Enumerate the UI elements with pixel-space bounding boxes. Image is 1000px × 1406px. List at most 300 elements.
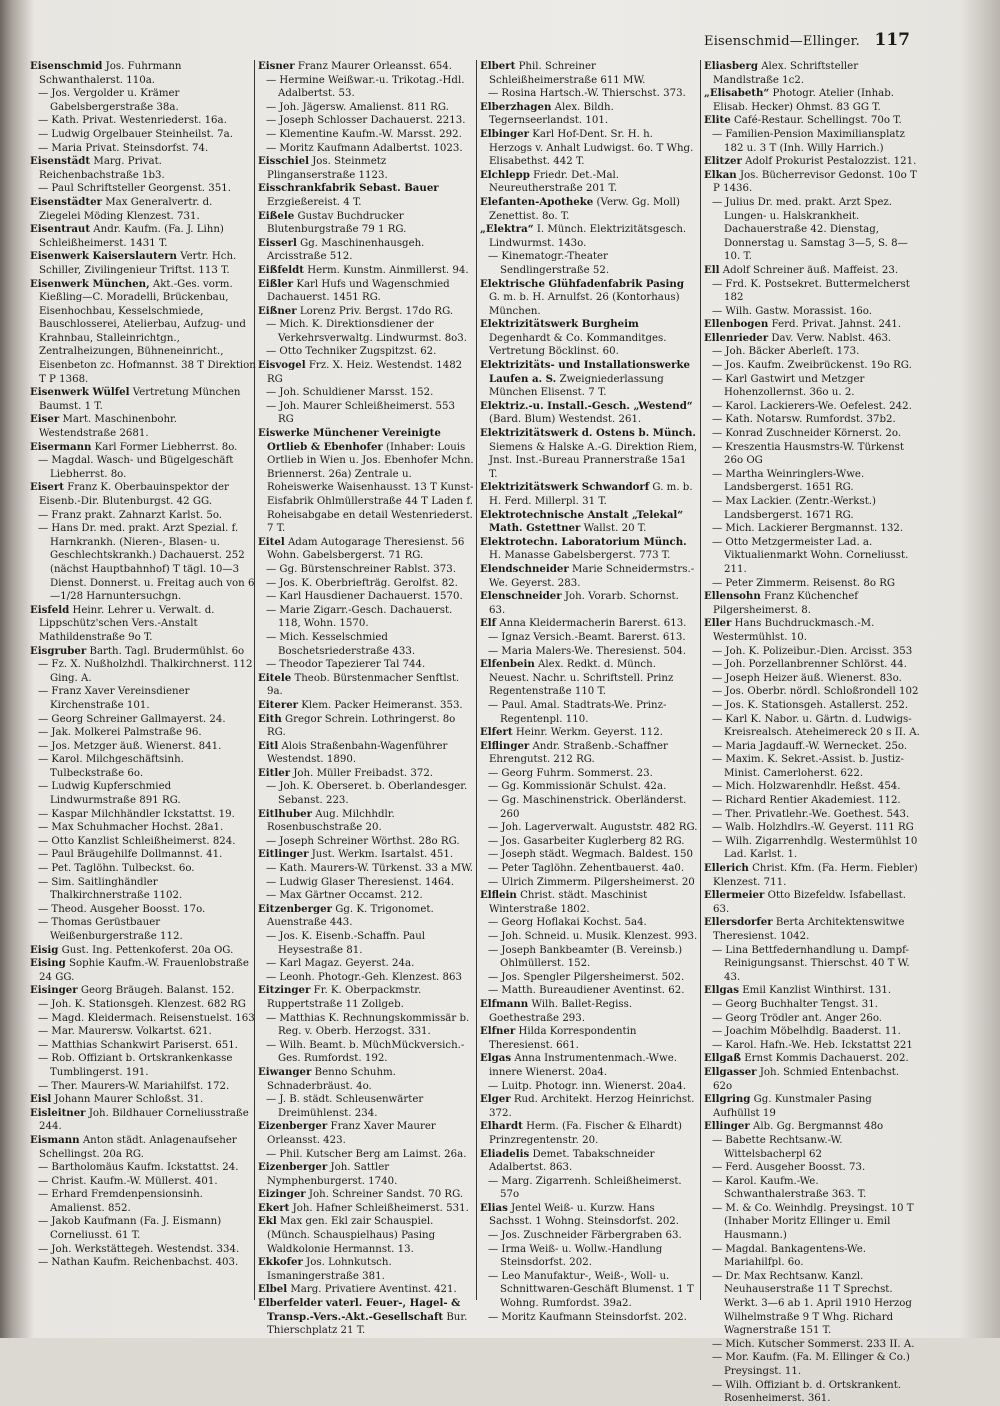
entry-details: Friedr. Det.-Mal. Neureutherstraße 201 T. <box>489 169 620 195</box>
entry-details: — Jos. K. Oberbriefträg. Gerolfst. 82. <box>266 577 458 589</box>
directory-entry <box>30 821 256 835</box>
entry-details: Adam Autogarage Theresienst. 56 Wohn. Gabelsbergerst. 71 RG. <box>267 536 465 562</box>
entry-surname: Elefanten-Apotheke <box>480 195 594 208</box>
entry-surname: Ellinger <box>704 1120 750 1133</box>
entry-details: Jentel Weiß- u. Kurzw. Hans Sachsst. 1 Wohng. Steinsdorfst. 202. <box>489 1202 680 1228</box>
entry-details: Alex. Redkt. d. Münch. Neuest. Nachr. u. Schriftstell. Prinz Regentenstraße 110 T. <box>489 659 674 698</box>
entry-details: — Otto Techniker Zugspitzst. 62. <box>266 346 437 358</box>
entry-details: — Ther. Privatlehr.-We. Goethest. 543. <box>712 808 910 820</box>
entry-surname: Eisig <box>30 943 59 956</box>
entry-details: Klem. Packer Heimeranst. 353. <box>301 699 463 711</box>
entry-details: — Franz Xaver Vereinsdiener Kirchenstraße 101. <box>38 686 190 711</box>
entry-surname: Eisenwerk Wülfel <box>30 386 130 399</box>
entry-details: Fr. K. Oberpackmstr. Ruppertstraße 11 Zollgeb. <box>267 985 422 1010</box>
directory-entry <box>30 1256 256 1270</box>
entry-details: — Sim. Saitlinghändler Thalkirchnerstraße 1102. <box>38 876 183 902</box>
entry-details: — Jos. Vergolder u. Krämer Gabelsbergerstraße 38a. <box>38 88 180 113</box>
entry-surname: Elitzer <box>704 155 742 168</box>
directory-entry <box>704 427 920 441</box>
directory-entry <box>480 359 698 400</box>
entry-surname: Ellgring <box>704 1093 751 1106</box>
entry-details: — Joh. Jägersw. Amalienst. 811 RG. <box>266 101 449 113</box>
entry-details: — Kath. Notarsw. Rumfordst. 37b2. <box>712 414 896 426</box>
entry-details: Christ. Kfm. (Fa. Herm. Fiebler) Klenzest. 711. <box>713 863 918 888</box>
directory-entry <box>30 87 256 114</box>
entry-details: Franz Maurer Orleansst. 654. <box>297 61 452 72</box>
entry-details: Ferd. Privat. Jahnst. 241. <box>771 319 902 331</box>
entry-surname: Elger <box>480 1093 511 1106</box>
directory-entry <box>704 658 920 672</box>
entry-details: — Wilh. Beamt. b. MüchMückversich.-Ges. Rumfordst. 192. <box>266 1039 465 1065</box>
entry-surname: Eitzinger <box>258 984 311 997</box>
directory-entry <box>30 1025 256 1039</box>
entry-details: Gregor Schrein. Lothringerst. 8o RG. <box>267 713 456 739</box>
directory-entry <box>704 495 920 522</box>
directory-entry <box>258 1161 474 1188</box>
entry-details: Akt.-Ges. vorm. Kießling—C. Moradelli, Brückenbau, Eisenhochbau, Kesselschmiede, Bauschlosserei, Atelierbau, Aufzug- und Krahnbau, Stalleinrichtgn., Zentralheizungen, Bühneneinricht., Eisenbeton zc. Hofmannst. 38 T Direktion T P 1368. <box>39 278 256 385</box>
entry-details: Demet. Tabakschneider Adalbertst. 863. <box>489 1148 655 1174</box>
entry-surname: Elenschneider <box>480 590 562 603</box>
entry-details: Joh. Vorarb. Schornst. 63. <box>489 591 679 616</box>
directory-entry <box>480 767 698 781</box>
entry-details: — Irma Weiß- u. Wollw.-Handlung Steinsdorfst. 202. <box>488 1243 663 1269</box>
entry-details: — Paul Bräugehilfe Dollmannst. 41. <box>38 849 223 861</box>
entry-details: — Karl Magaz. Geyerst. 24a. <box>266 958 415 970</box>
entry-surname: Elbel <box>258 1283 288 1296</box>
entry-details: — Max Gärtner Occamst. 212. <box>266 890 423 902</box>
entry-details: — Kinematogr.-Theater Sendlingerstraße 52. <box>488 251 610 276</box>
entry-details: G. m. b. H. Ferd. Millerpl. 31 T. <box>489 482 693 507</box>
entry-details: — Karl Hausdiener Dachauerst. 1570. <box>266 591 463 603</box>
entry-surname: Eisenstädt <box>30 155 91 168</box>
entry-details: — Theod. Ausgeher Boosst. 17o. <box>38 903 206 915</box>
entry-surname: Elektrotechnische Anstalt „Telekal“ Math. Gstettner <box>480 508 684 535</box>
directory-entry <box>258 318 474 345</box>
entry-surname: Elflinger <box>480 739 530 752</box>
directory-entry <box>704 617 920 644</box>
entry-surname: Ellenrieder <box>704 331 769 344</box>
entry-details: — Matth. Bureaudiener Aventinst. 62. <box>488 985 685 997</box>
entry-details: — Gg. Maschinenstrick. Oberländerst. 260 <box>488 795 687 820</box>
entry-details: Marg. Privat. Reichenbachstraße 1b3. <box>39 156 165 181</box>
entry-details: Zweigniederlassung München Elisenst. 7 T. <box>489 373 664 399</box>
directory-entry <box>704 645 920 659</box>
directory-entry <box>258 767 474 781</box>
directory-entry <box>258 1188 474 1202</box>
entry-details: — Paul. Amal. Stadtrats-We. Prinz-Regentenpl. 110. <box>488 699 667 725</box>
entry-details: — Ludwig Kupferschmied Lindwurmstraße 891 RG. <box>38 781 181 807</box>
entry-details: Karl Hufs und Wagenschmied Dachauerst. 1451 RG. <box>267 278 450 304</box>
directory-entry <box>30 454 256 481</box>
entry-surname: Eisgruber <box>30 644 87 657</box>
directory-entry <box>258 114 474 128</box>
directory-entry <box>30 713 256 727</box>
entry-details: — Joseph Schlosser Dachauerst. 2213. <box>266 115 466 127</box>
directory-entry <box>704 808 920 822</box>
entry-details: — Joh. Werkstättegeh. Westendst. 334. <box>38 1243 240 1255</box>
entry-surname: „Elektra“ <box>480 223 534 236</box>
directory-entry <box>480 563 698 590</box>
directory-entry <box>258 264 474 278</box>
directory-entry <box>258 835 474 849</box>
entry-details: — Ulrich Zimmerm. Pilgersheimerst. 20 <box>488 876 695 888</box>
entry-details: — Joh. Bäcker Aberleſt. 173. <box>712 346 860 358</box>
directory-entry <box>258 400 474 427</box>
directory-entry <box>480 1243 698 1270</box>
entry-details: — Walb. Holzhdlrs.-W. Geyerst. 111 RG <box>712 822 914 834</box>
entry-surname: Elf <box>480 617 497 630</box>
entry-details: — Joh. K. Stationsgeh. Klenzest. 682 RG <box>38 998 246 1010</box>
directory-entry <box>480 984 698 998</box>
directory-entry <box>480 780 698 794</box>
directory-entry <box>258 780 474 807</box>
directory-entry <box>480 1093 698 1120</box>
directory-entry <box>480 223 698 250</box>
directory-entry <box>258 1297 474 1338</box>
directory-entry <box>480 87 698 101</box>
directory-entry <box>258 699 474 713</box>
entry-details: Jos. Steinmetz Plinganserstraße 1123. <box>267 156 388 181</box>
directory-entry <box>258 386 474 400</box>
entry-details: Gg. Maschinenhausgeh. Arcisstraße 512. <box>267 237 425 263</box>
entry-details: — Hans Dr. med. prakt. Arzt Spezial. f. Harnkrankh. (Nieren-, Blasen- u. Geschlechtskrankh.) Dachauerst. 252 (nächst Hauptbahnhof) T tägl. 10—3 Dienst. Donnerst. u. Freitag auch von 6—1/28 Harnuntersuchgn. <box>38 523 255 603</box>
directory-entry <box>480 658 698 699</box>
directory-entry <box>480 699 698 726</box>
directory-entry <box>258 1012 474 1039</box>
directory-entry <box>480 930 698 944</box>
entry-surname: Elendschneider <box>480 562 569 575</box>
directory-entry <box>30 876 256 903</box>
entry-details: — Mar. Maurersw. Volkartst. 621. <box>38 1026 212 1038</box>
entry-surname: Eißner <box>258 304 297 317</box>
column-divider <box>476 60 477 1300</box>
entry-surname: Eiwanger <box>258 1065 312 1078</box>
entry-surname: Elhardt <box>480 1120 523 1133</box>
directory-entry <box>704 590 920 617</box>
entry-surname: Elite <box>704 114 731 127</box>
directory-entry <box>30 223 256 250</box>
entry-surname: Elbinger <box>480 127 530 140</box>
directory-entry <box>704 373 920 400</box>
entry-surname: Eisvogel <box>258 359 306 372</box>
entry-details: Gust. Ing. Pettenkoferst. 20a OG. <box>61 944 234 956</box>
directory-entry <box>30 481 256 508</box>
entry-surname: Eitlhuber <box>258 807 312 820</box>
entry-details: — Georg Fuhrm. Sommerst. 23. <box>488 767 653 779</box>
entry-details: Andr. Kaufm. (Fa. J. Lihn) Schleißheimerst. 1431 T. <box>39 224 224 249</box>
entry-surname: Elflein <box>480 889 517 902</box>
entry-details: — Karl K. Nabor. u. Gärtn. d. Ludwigs-Kreisrealsch. Ateheimereck 20 s II. A. <box>712 713 920 739</box>
entry-details: Rud. Architekt. Herzog Heinrichst. 372. <box>489 1094 695 1119</box>
directory-entry <box>258 155 474 182</box>
directory-entry <box>258 903 474 930</box>
entry-surname: Eiswerke Münchener Vereinigte Ortlieb & Ebenhofer <box>258 427 441 453</box>
directory-entry <box>704 1270 920 1338</box>
directory-entry <box>258 930 474 957</box>
entry-details: — Rosina Hartsch.-W. Thierschst. 373. <box>488 88 686 100</box>
directory-entry <box>258 359 474 386</box>
entry-details: — Max Lackier. (Zentr.-Werkst.) Landsbergerst. 1671 RG. <box>712 496 877 521</box>
entry-details: — Marg. Zigarrenh. Schleißheimerst. 57o <box>488 1175 682 1201</box>
directory-entry <box>258 971 474 985</box>
directory-entry <box>704 685 920 699</box>
directory-entry <box>704 713 920 740</box>
directory-entry <box>258 142 474 156</box>
entry-details: — Mich. K. Direktionsdiener der Verkehrsverwaltg. Lindwurmst. 8o3. <box>266 319 468 344</box>
entry-details: — Jak. Molkerei Palmstraße 96. <box>38 727 202 739</box>
entry-details: Erzgießereist. 4 T. <box>267 196 362 208</box>
entry-details: (Inhaber: Louis Ortlieb in Wien u. Jos. Ebenhofer Mchn. Briennerst. 26a) Zentrale u. Roheiswerke Waisenhausst. 13 T Kunst-Eisfabrik Ohlmüllerstraße 44 T Laden f. Roheisabgabe en detail Westenriederst. 7 T. <box>267 441 474 535</box>
directory-entry <box>704 862 920 889</box>
entry-details: — Jos. Metzger äuß. Wienerst. 841. <box>38 740 222 752</box>
entry-surname: Eliasberg <box>704 60 758 72</box>
directory-column-3 <box>480 60 698 1323</box>
entry-details: — Mich. Kesselschmied Boschetsriederstraße 433. <box>266 631 416 657</box>
entry-surname: Ellermeier <box>704 889 765 902</box>
entry-details: Benno Schuhm. Schnaderbräust. 4o. <box>267 1066 396 1092</box>
directory-entry <box>704 522 920 536</box>
entry-details: — Leo Manufaktur-, Weiß-, Woll- u. Schnittwaren-Geschäft Blumenst. 1 T Wohng. Rumfordst. 39a2. <box>488 1270 694 1310</box>
entry-details: Johann Maurer Schloßst. 31. <box>54 1094 204 1106</box>
entry-details: — Otto Metzgermeister Lad. a. Viktualienmarkt Wohn. Corneliusst. 211. <box>712 536 909 575</box>
directory-entry <box>704 169 920 196</box>
entry-surname: Eisenwerk Kaiserslautern <box>30 250 177 263</box>
directory-entry <box>30 522 256 604</box>
directory-entry <box>704 1202 920 1243</box>
directory-entry <box>480 1202 698 1229</box>
entry-details: — Julius Dr. med. prakt. Arzt Spez. Lungen- u. Halskrankheit. Dachauerstraße 42. Dienstag, Donnerstag u. Samstag 3—5, S. 8—10. T. <box>712 196 908 263</box>
entry-details: Joh. Hafner Schleißheimerst. 531. <box>292 1202 469 1214</box>
directory-entry <box>258 713 474 740</box>
directory-entry <box>30 753 256 780</box>
directory-entry <box>704 1134 920 1161</box>
entry-details: — Ferd. Ausgeher Boosst. 73. <box>712 1162 866 1174</box>
entry-surname: Elektrizitätswerk d. Ostens b. Münch. <box>480 427 696 440</box>
directory-entry <box>480 645 698 659</box>
directory-entry <box>704 1012 920 1026</box>
directory-entry <box>258 305 474 319</box>
directory-entry <box>30 1134 256 1161</box>
directory-entry <box>258 604 474 631</box>
directory-entry <box>704 1338 920 1352</box>
entry-details: Sophie Kaufm.-W. Frauenlobstraße 24 GG. <box>39 958 249 983</box>
entry-details: — Nathan Kaufm. Reichenbachst. 403. <box>38 1257 239 1269</box>
entry-details: Vertr. Hch. Schiller, Zivilingenieur Triftst. 113 T. <box>39 251 237 276</box>
directory-entry <box>704 441 920 468</box>
directory-entry <box>258 658 474 672</box>
directory-entry <box>480 1229 698 1243</box>
directory-entry <box>30 1039 256 1053</box>
entry-details: — Magdal. Wasch- und Bügelgeschäft Liebherrst. 8o. <box>38 455 234 480</box>
directory-entry <box>30 1161 256 1175</box>
directory-entry <box>704 740 920 754</box>
entry-details: — Richard Rentier Akademiest. 112. <box>712 795 901 807</box>
directory-entry <box>258 60 474 74</box>
directory-entry <box>30 1080 256 1094</box>
directory-entry <box>480 590 698 617</box>
entry-details: — Maxim. K. Sekret.-Assist. b. Justiz-Minist. Camerloherst. 622. <box>712 754 904 779</box>
entry-surname: Eisschrankfabrik Sebast. Bauer <box>258 182 439 195</box>
directory-entry <box>30 142 256 156</box>
entry-details: Adolf Prokurist Pestalozzist. 121. <box>745 156 917 168</box>
entry-details: Wilh. Ballet-Regiss. Goethestraße 293. <box>489 998 633 1024</box>
directory-entry <box>258 740 474 767</box>
entry-details: Theob. Bürstenmacher Senftlst. 9a. <box>267 672 460 698</box>
entry-details: — Theodor Tapezierer Tal 744. <box>266 659 426 671</box>
entry-details: — Luitp. Photogr. inn. Wienerst. 20a4. <box>488 1080 687 1092</box>
entry-details: — Pet. Taglöhn. Tulbeckst. 6o. <box>38 863 195 875</box>
entry-details: Ernst Kommis Dachauerst. 202. <box>744 1053 909 1065</box>
entry-details: — Mich. Kutscher Sommerst. 233 II. A. <box>712 1338 915 1350</box>
entry-details: Joh. Schreiner Sandst. 70 RG. <box>308 1189 464 1201</box>
entry-details: — Jos. K. Eisenb.-Schaffn. Paul Heysestraße 81. <box>266 931 426 956</box>
directory-entry <box>30 1012 256 1026</box>
entry-details: G. m. b. H. Arnulfst. 26 (Kontorhaus) München. <box>489 292 680 317</box>
entry-details: — Georg Buchhalter Tengst. 31. <box>712 998 878 1010</box>
directory-entry <box>480 1052 698 1079</box>
entry-details: Wallst. 20 T. <box>583 523 647 535</box>
page-number: 117 <box>874 30 910 50</box>
directory-entry <box>30 1093 256 1107</box>
entry-details: Café-Restaur. Schellingst. 70o T. <box>733 115 902 127</box>
column-divider <box>700 60 701 1300</box>
entry-details: — Joseph Bankbeamter (B. Vereinsb.) Ohlmüllerst. 152. <box>488 944 683 970</box>
directory-entry <box>30 1052 256 1079</box>
directory-entry <box>258 278 474 305</box>
entry-details: — Georg Trödler ant. Anger 26o. <box>712 1012 883 1024</box>
entry-details: — Matthias Schankwirt Pariserst. 651. <box>38 1039 238 1051</box>
directory-entry <box>704 998 920 1012</box>
directory-entry <box>258 1148 474 1162</box>
directory-entry <box>704 835 920 862</box>
directory-entry <box>704 794 920 808</box>
entry-details: Joh. Bildhauer Corneliusstraße 244. <box>39 1107 249 1133</box>
entry-surname: Elfmann <box>480 997 529 1010</box>
directory-entry <box>480 400 698 427</box>
entry-details: — Wilh. Zigarrenhdlg. Westermühlst 10 Lad. Karlst. 1. <box>712 835 918 861</box>
directory-entry <box>258 101 474 115</box>
directory-entry <box>704 332 920 346</box>
entry-surname: Eizinger <box>258 1188 306 1201</box>
entry-surname: Eliadelis <box>480 1147 530 1160</box>
directory-entry <box>30 808 256 822</box>
directory-entry <box>704 753 920 780</box>
entry-details: — Kath. Maurers-W. Türkenst. 33 a MW. <box>266 863 474 875</box>
directory-entry <box>480 1311 698 1325</box>
directory-entry <box>704 672 920 686</box>
entry-details: — Konrad Zuschneider Körnerst. 2o. <box>712 428 902 440</box>
entry-surname: Elbert <box>480 60 516 72</box>
directory-entry <box>30 604 256 645</box>
directory-entry <box>480 617 698 631</box>
entry-details: Berta Architektenswitwe Theresienst. 1042. <box>713 917 905 942</box>
directory-entry <box>30 740 256 754</box>
entry-details: — Gg. Bürstenschreiner Rablst. 373. <box>266 563 456 575</box>
entry-details: — Babette Rechtsanw.-W. Wittelsbacherpl 62 <box>712 1134 843 1160</box>
entry-surname: Elektriz.-u. Install.-Gesch. „Westend“ <box>480 399 693 412</box>
directory-entry <box>704 577 920 591</box>
directory-entry <box>258 563 474 577</box>
entry-surname: Eiterer <box>258 698 299 711</box>
entry-surname: Elias <box>480 1201 508 1214</box>
entry-details: H. Manasse Gabelsbergerst. 773 T. <box>489 550 671 562</box>
entry-details: Just. Werkm. Isartalst. 451. <box>311 849 454 861</box>
directory-entry <box>704 155 920 169</box>
entry-details: — Ignaz Versich.-Beamt. Barerst. 613. <box>488 631 686 643</box>
entry-details: — Familien-Pension Maximiliansplatz 182 u. 3 T (Inh. Willy Harrich.) <box>712 128 905 154</box>
entry-details: — Magd. Kleidermach. Reisenstuelst. 163 <box>38 1012 255 1024</box>
entry-details: — Joseph Heizer äuß. Wienerst. 83o. <box>712 672 902 684</box>
entry-details: — Magdal. Bankagentens-We. Mariahilfpl. 6o. <box>712 1243 866 1269</box>
directory-entry <box>480 862 698 876</box>
entry-details: Gg. K. Trigonomet. Auenstraße 443. <box>267 903 434 929</box>
directory-entry <box>258 631 474 658</box>
page-header <box>620 30 910 54</box>
directory-entry <box>704 1351 920 1378</box>
entry-details: Photogr. Atelier (Inhab. Elisab. Hecker) Ohmst. 83 GG T. <box>713 88 894 113</box>
entry-surname: Eisserl <box>258 236 297 249</box>
directory-entry <box>704 1093 920 1120</box>
entry-surname: Eitlinger <box>258 848 309 861</box>
directory-entry <box>258 862 474 876</box>
entry-surname: Eitl <box>258 739 279 752</box>
directory-entry <box>30 658 256 685</box>
entry-details: — Kreszentia Hausmstrs-W. Türkenst 26o OG <box>712 441 904 467</box>
entry-surname: Eizenberger <box>258 1120 328 1133</box>
entry-details: — Jos. Spengler Pilgersheimerst. 502. <box>488 971 685 983</box>
entry-details: — Jos. K. Stationsgeh. Astallerst. 252. <box>712 699 909 711</box>
directory-entry <box>704 128 920 155</box>
directory-entry <box>30 441 256 455</box>
entry-details: — Wilh. Offiziant b. d. Ortskrankent. Rosenheimerst. 361. <box>712 1379 902 1405</box>
entry-details: — Karol. Kaufm.-We. Schwanthalerstraße 363. T. <box>712 1175 867 1201</box>
directory-entry <box>704 699 920 713</box>
entry-details: Franz Küchenchef Pilgersheimerst. 8. <box>713 591 859 616</box>
directory-entry <box>258 128 474 142</box>
directory-entry <box>30 984 256 998</box>
directory-entry <box>704 413 920 427</box>
entry-surname: Eisleitner <box>30 1106 86 1119</box>
entry-surname: Elkan <box>704 168 737 181</box>
directory-entry <box>30 1188 256 1215</box>
entry-details: Hilda Korrespondentin Theresienst. 661. <box>489 1026 637 1051</box>
entry-details: — Joh. Porzellanbrenner Schlörst. 44. <box>712 659 907 671</box>
directory-entry <box>480 169 698 196</box>
directory-entry <box>704 944 920 985</box>
directory-entry <box>480 1270 698 1311</box>
entry-details: Jos. Lohnkutsch. Ismaningerstraße 381. <box>267 1257 392 1282</box>
entry-surname: Ellenbogen <box>704 318 769 331</box>
entry-surname: Eißfeldt <box>258 263 304 276</box>
entry-details: — Hermine Weißwar.-u. Trikotag.-Hdl. Adalbertst. 53. <box>266 74 465 100</box>
entry-details: — Ther. Maurers-W. Mariahilfst. 172. <box>38 1080 230 1092</box>
entry-details: Aug. Milchhdlr. Rosenbuschstraße 20. <box>267 808 395 834</box>
entry-details: — Erhard Fremdenpensionsinh. Amalienst. 852. <box>38 1189 203 1214</box>
directory-entry <box>480 631 698 645</box>
directory-entry <box>480 740 698 767</box>
directory-entry <box>258 182 474 209</box>
directory-entry <box>704 278 920 305</box>
entry-details: — Mich. Lackierer Bergmannst. 132. <box>712 523 904 535</box>
directory-column-4 <box>704 60 920 1405</box>
entry-details: Jos. Bücherrevisor Gedonst. 10o T P 1436. <box>713 169 917 195</box>
directory-entry <box>704 1052 920 1066</box>
entry-details: — Lina Bettfedernhandlung u. Dampf-Reinigungsanst. Thierschst. 40 T W. 43. <box>712 944 910 983</box>
directory-entry <box>480 509 698 536</box>
entry-surname: Eizenberger <box>258 1161 328 1174</box>
entry-details: Alex. Schriftsteller Mandlstraße 1c2. <box>713 61 859 86</box>
entry-surname: Eitler <box>258 766 291 779</box>
